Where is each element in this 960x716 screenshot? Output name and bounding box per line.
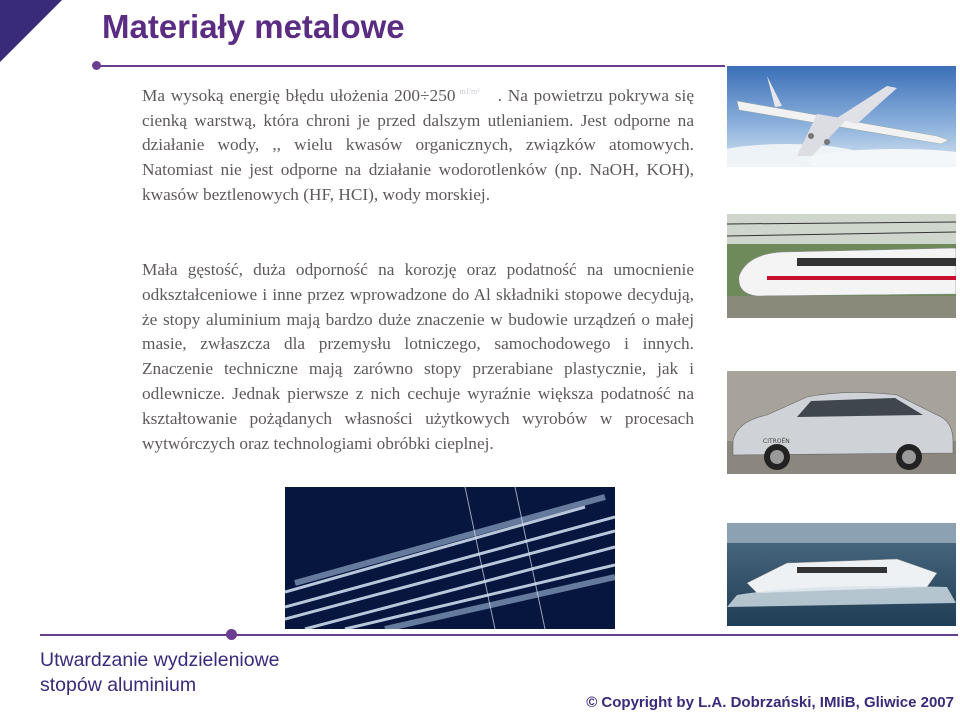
aluminium-profiles-photo — [285, 487, 615, 629]
car-photo — [727, 371, 956, 474]
copyright: © Copyright by L.A. Dobrzański, IMIiB, Gliwice 2007 — [586, 694, 954, 711]
footer-title-line1: Utwardzanie wydzieleniowe — [40, 649, 280, 671]
train-photo — [727, 214, 956, 318]
footer-title-line2: stopów aluminium — [40, 674, 197, 696]
energy-unit: mJ/m² — [459, 87, 480, 96]
footer-rule — [40, 634, 958, 636]
footer-title — [40, 648, 340, 698]
paragraph-1-rest: . Na powietrzu pokrywa się cienką warstwą, która chroni je przed dalszym utlenianiem. Jest odporne na działanie wody, ,, wielu kwasów organicznych, związków atomowych. Natomiast nie jest odporne na działanie wodorotlenków (np. NaOH, KOH), kwasów beztlenowych (HF, HCI), wody morskiej. — [142, 85, 694, 204]
airplane-photo — [727, 66, 956, 167]
paragraph-1-start: Ma wysoką energię błędu ułożenia 200÷250 — [142, 85, 456, 105]
corner-decoration — [0, 0, 62, 62]
car-brand-text: CITROËN — [763, 438, 790, 445]
title-rule — [97, 65, 725, 67]
boat-photo — [727, 523, 956, 626]
footer-rule-dot — [226, 629, 237, 640]
paragraph-2: Mała gęstość, duża odporność na korozję oraz podatność na umocnienie odkształceniowe i inne przez wprowadzone do Al składniki stopowe decydują, że stopy aluminium mają bardzo duże znaczenie w budowie urządzeń o małej masie, zwłaszcza dla przemysłu lotniczego, samochodowego i innych. Znaczenie techniczne mają zarówno stopy przerabiane plastycznie, jak i odlewnicze. Jednak pierwsze z nich cechuje wyraźnie większa podatność na kształtowanie pożądanych własności użytkowych wyrobów w procesach wytwórczych oraz technologiami obróbki cieplnej. — [142, 260, 694, 453]
slide-title: Materiały metalowe — [102, 8, 405, 45]
paragraph-1 — [142, 80, 694, 208]
